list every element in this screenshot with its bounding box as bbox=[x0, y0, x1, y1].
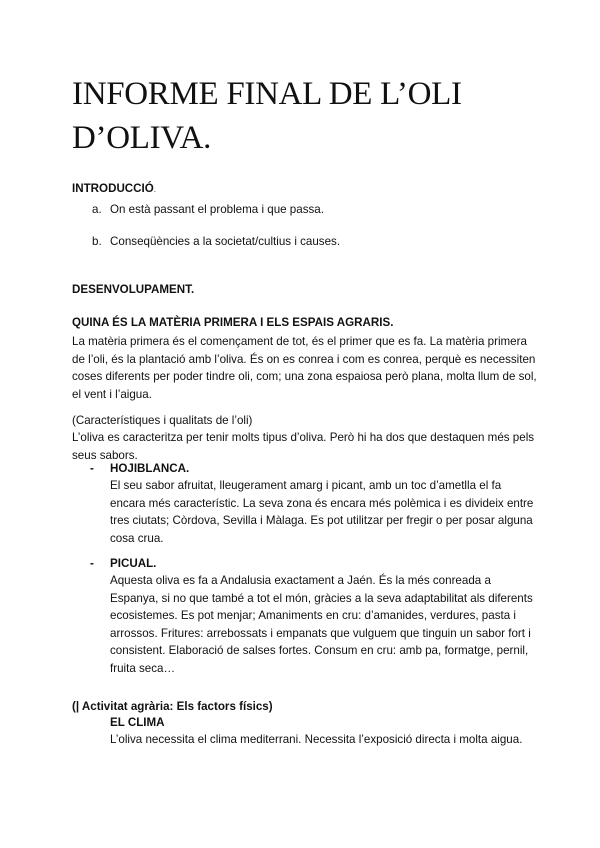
list-marker: a. bbox=[92, 203, 102, 216]
bullet-dash: - bbox=[90, 462, 94, 475]
climate-heading: EL CLIMA bbox=[110, 716, 165, 729]
intro-list-item-b bbox=[92, 235, 340, 248]
development-heading: DESENVOLUPAMENT. bbox=[72, 283, 195, 296]
characteristics-paragraph: L’oliva es caracteritza per tenir molts tipus d’oliva. Però hi ha dos que destaquen més pels seus sabors. bbox=[72, 431, 535, 462]
intro-list-item-a bbox=[92, 203, 324, 216]
raw-material-paragraph: La matèria primera és el començament de tot, és el primer que es fa. La matèria primera de l’oli, és la plantació amb l’oliva. És on es conrea i com es conrea, perquè es necessiten coses diferents per poder tindre oli, com; una zona espaiosa però plana, molta llum de sol, el vent i l’aigua. bbox=[72, 335, 537, 401]
intro-heading-text: INTRODUCCIÓ bbox=[72, 182, 154, 195]
agri-activity-heading: (| Activitat agrària: Els factors físics) bbox=[72, 700, 273, 713]
variety-hojiblanca-title bbox=[90, 462, 189, 475]
variety-picual-title bbox=[90, 557, 156, 570]
characteristics-note: (Característiques i qualitats de l’oli) bbox=[72, 414, 253, 427]
variety-name: HOJIBLANCA. bbox=[110, 462, 190, 475]
variety-picual-text: Aquesta oliva es fa a Andalusia exactament a Jaén. És la més conreada a Espanya, si no que també a tot el món, gràcies a la seva adaptabilitat als diferents ecosistemes. Es pot menjar; Amaniments en cru: d’amanides, verdures, pasta i arrossos. Fritures: arrebossats i empanats que vulguem que tinguin un sabor fort i consistent. Elaboració de salses fortes. Consum en cru: amb pa, formatge, pernil, fruita seca… bbox=[110, 574, 533, 675]
list-item-text: On està passant el problema i que passa. bbox=[110, 203, 324, 216]
intro-heading bbox=[72, 182, 156, 195]
list-item-text: Conseqüències a la societat/cultius i causes. bbox=[110, 235, 341, 248]
list-marker: b. bbox=[92, 235, 102, 248]
bullet-dash: - bbox=[90, 557, 94, 570]
variety-hojiblanca-text: El seu sabor afruitat, lleugerament amarg i picant, amb un toc d’ametlla el fa encara més característic. La seva zona és encara més polèmica i es divideix entre tres ciutats; Còrdova, Sevilla i Màlaga. Es pot utilitzar per fregir o per posar alguna cosa crua. bbox=[110, 479, 534, 545]
variety-name: PICUAL. bbox=[110, 557, 157, 570]
document-title: INFORME FINAL DE L’OLI D’OLIVA. bbox=[72, 76, 462, 156]
climate-paragraph: L’oliva necessita el clima mediterrani. Necessita l’exposició directa i molta aigua. bbox=[110, 733, 523, 746]
intro-heading-suffix: . bbox=[153, 185, 157, 194]
raw-material-heading: QUINA ÉS LA MATÈRIA PRIMERA I ELS ESPAIS AGRARIS. bbox=[72, 316, 394, 329]
